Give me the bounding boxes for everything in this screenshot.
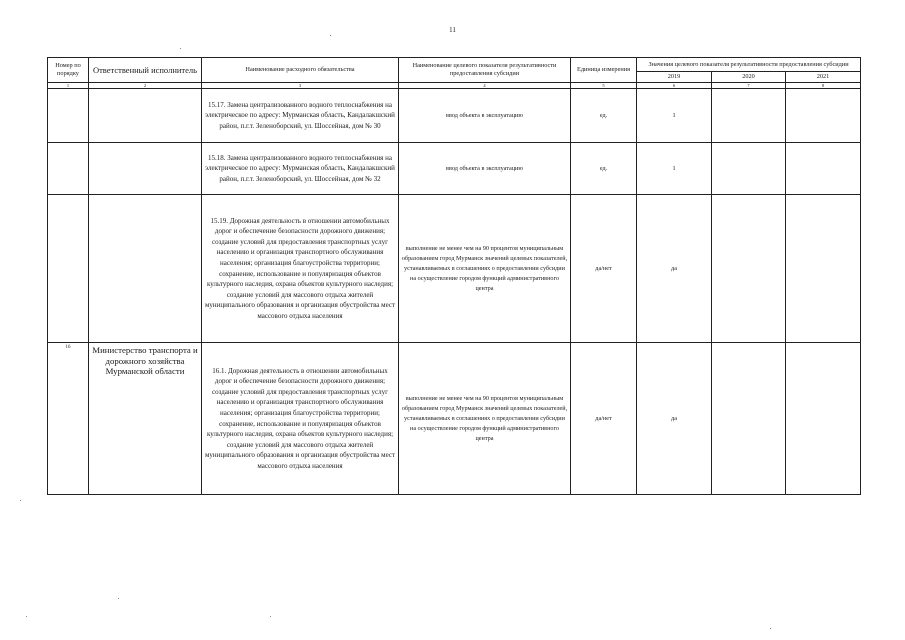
- row-value-2021: [786, 343, 861, 495]
- row-number: [48, 89, 89, 143]
- column-index: 8: [786, 83, 861, 89]
- header-unit: Единица измерения: [571, 58, 637, 83]
- column-index: 2: [89, 83, 202, 89]
- row-number: [48, 195, 89, 343]
- header-number: Номер по порядку: [48, 58, 89, 83]
- row-indicator: выполнение не менее чем на 90 процентов муниципальным образованием город Мурманск значений целевых показателей, устанавливаемых в соглашениях о предоставлении субсидии на осуществление городом функций административного центра: [399, 343, 571, 495]
- header-year-2020: 2020: [712, 72, 786, 83]
- header-values: Значения целевого показателя результативности предоставления субсидии: [637, 58, 861, 72]
- row-value-2020: [712, 343, 786, 495]
- scan-speck: [26, 616, 27, 617]
- row-value-2021: [786, 89, 861, 143]
- row-value-2020: [712, 195, 786, 343]
- page-number: 11: [449, 26, 456, 34]
- subsidy-indicators-table: [47, 57, 861, 495]
- scan-speck: [20, 500, 21, 501]
- column-index: 7: [712, 83, 786, 89]
- row-value-2019: да: [637, 195, 712, 343]
- table-row: [48, 143, 861, 195]
- header-year-2019: 2019: [637, 72, 712, 83]
- header-indicator: Наименование целевого показателя результативности предоставления субсидии: [399, 58, 571, 83]
- row-unit: ед.: [571, 143, 637, 195]
- column-index: 3: [202, 83, 399, 89]
- column-index: 1: [48, 83, 89, 89]
- table-row: [48, 195, 861, 343]
- row-obligation: 15.17. Замена централизованного водного теплоснабжения на электрическое по адресу: Мурманская область, Кандалакшский район, п.г.т. Зеленоборский, ул. Шоссейная, дом № 30: [202, 89, 399, 143]
- row-value-2019: да: [637, 343, 712, 495]
- scan-speck: [330, 35, 331, 36]
- row-obligation: 15.18. Замена централизованного водного теплоснабжения на электрическое по адресу: Мурманская область, Кандалакшский район, п.г.т. Зеленоборский, ул. Шоссейная, дом № 32: [202, 143, 399, 195]
- column-index: 6: [637, 83, 712, 89]
- row-executor: [89, 89, 202, 143]
- scan-speck: [770, 628, 771, 629]
- header-year-2021: 2021: [786, 72, 861, 83]
- row-unit: да/нет: [571, 343, 637, 495]
- row-indicator: ввод объекта в эксплуатацию: [399, 89, 571, 143]
- row-value-2019: 1: [637, 89, 712, 143]
- header-executor: Ответственный исполнитель: [89, 58, 202, 83]
- row-executor: [89, 195, 202, 343]
- row-value-2021: [786, 143, 861, 195]
- row-executor: Министерство транспорта и дорожного хозяйства Мурманской области: [89, 343, 202, 495]
- row-value-2020: [712, 89, 786, 143]
- row-unit: да/нет: [571, 195, 637, 343]
- row-value-2019: 1: [637, 143, 712, 195]
- column-index: 5: [571, 83, 637, 89]
- header-obligation: Наименование расходного обязательства: [202, 58, 399, 83]
- row-value-2021: [786, 195, 861, 343]
- row-indicator: выполнение не менее чем на 90 процентов муниципальным образованием город Мурманск значений целевых показателей, устанавливаемых в соглашениях о предоставлении субсидии на осуществление городом функций административного центра: [399, 195, 571, 343]
- row-number: [48, 143, 89, 195]
- scan-speck: [180, 48, 181, 49]
- row-indicator: ввод объекта в эксплуатацию: [399, 143, 571, 195]
- scan-speck: [270, 616, 271, 617]
- table-row: [48, 89, 861, 143]
- scan-speck: [118, 598, 119, 599]
- header-row: [48, 58, 861, 72]
- row-obligation: 15.19. Дорожная деятельность в отношении автомобильных дорог и обеспечение безопасности дорожного движения; создание условий для предоставления транспортных услуг населению и организация транспортного обслуживания населения; организация благоустройства территории; сохранение, использование и популяризация объектов культурного наследия, охрана объектов культурного наследия; создание условий для массового отдыха жителей муниципального образования и организация обустройства мест массового отдыха населения: [202, 195, 399, 343]
- column-index: 4: [399, 83, 571, 89]
- table-row: [48, 343, 861, 495]
- row-number: 16: [48, 343, 89, 495]
- row-unit: ед.: [571, 89, 637, 143]
- row-value-2020: [712, 143, 786, 195]
- row-executor: [89, 143, 202, 195]
- row-obligation: 16.1. Дорожная деятельность в отношении автомобильных дорог и обеспечение безопасности дорожного движения; создание условий для предоставления транспортных услуг населению и организация транспортного обслуживания населения; организация благоустройства территории; сохранение, использование и популяризация объектов культурного наследия, охрана объектов культурного наследия; создание условий для массового отдыха жителей муниципального образования и организация обустройства мест массового отдыха населения: [202, 343, 399, 495]
